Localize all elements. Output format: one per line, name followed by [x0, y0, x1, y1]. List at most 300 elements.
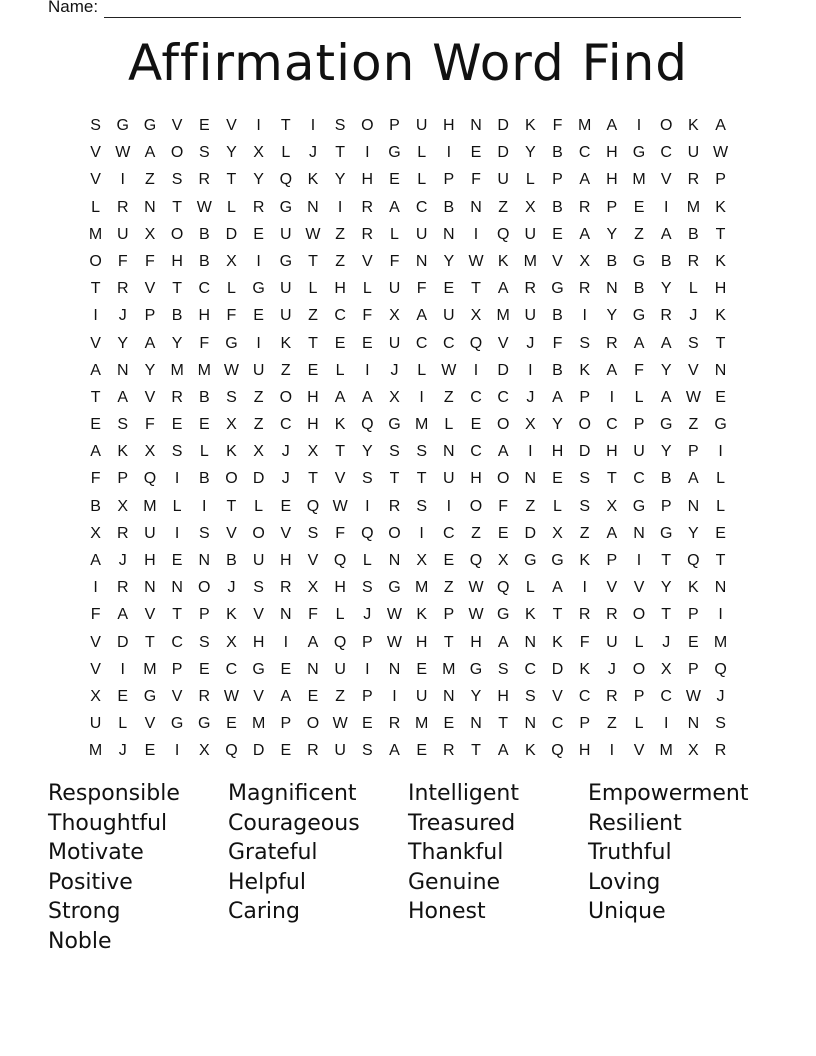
grid-letter: S — [198, 144, 210, 162]
grid-letter: S — [361, 742, 373, 760]
grid-letter: T — [280, 117, 291, 134]
grid-row — [82, 411, 734, 438]
grid-letter: T — [172, 606, 182, 624]
grid-letter: N — [524, 715, 537, 733]
grid-letter: C — [470, 388, 482, 406]
grid-letter: S — [226, 388, 237, 406]
grid-letter: I — [256, 334, 261, 352]
grid-letter: L — [335, 606, 345, 624]
grid-letter: E — [389, 171, 400, 189]
grid-letter: A — [715, 117, 726, 134]
grid-letter: L — [226, 280, 236, 298]
grid-letter: Z — [308, 307, 318, 325]
grid-letter: C — [470, 443, 482, 461]
grid-letter: Y — [660, 361, 672, 379]
grid-letter: C — [280, 416, 292, 434]
grid-letter: R — [280, 579, 292, 597]
grid-letter: L — [716, 470, 725, 488]
grid-letter: Y — [660, 579, 672, 597]
grid-letter: I — [256, 252, 261, 270]
grid-letter: U — [415, 225, 428, 243]
grid-letter: I — [528, 443, 533, 461]
grid-letter: T — [90, 388, 101, 406]
grid-letter: G — [388, 579, 401, 597]
grid-row — [82, 194, 734, 221]
grid-letter: E — [198, 117, 210, 134]
grid-row — [82, 112, 734, 139]
grid-letter: G — [632, 307, 646, 325]
grid-letter: G — [143, 117, 157, 134]
grid-letter: G — [388, 416, 401, 434]
page-title: Affirmation Word Find — [127, 34, 689, 92]
grid-letter: Y — [525, 144, 536, 162]
grid-letter: Q — [469, 552, 483, 569]
grid-letter: O — [279, 388, 293, 406]
grid-letter: T — [389, 470, 400, 488]
name-field — [48, 0, 741, 18]
grid-letter: X — [525, 198, 536, 216]
grid-letter: B — [552, 198, 563, 216]
grid-letter: E — [171, 416, 183, 434]
grid-letter: Z — [471, 524, 481, 542]
grid-letter: S — [525, 687, 536, 705]
grid-letter: R — [687, 171, 700, 189]
grid-letter: O — [496, 416, 510, 434]
grid-letter: E — [443, 715, 455, 733]
grid-letter: W — [468, 579, 484, 597]
grid-letter: H — [334, 280, 346, 298]
grid-letter: G — [469, 660, 483, 678]
grid-letter: H — [307, 416, 319, 434]
grid-letter: E — [552, 470, 563, 488]
grid-letter: A — [606, 524, 618, 542]
grid-letter: U — [497, 171, 509, 189]
grid-letter: U — [415, 117, 428, 134]
grid-letter: V — [144, 715, 156, 733]
grid-letter: S — [389, 443, 400, 461]
grid-letter: A — [416, 307, 427, 325]
grid-letter: P — [633, 687, 645, 705]
grid-letter: U — [280, 307, 292, 325]
grid-letter: J — [363, 606, 372, 624]
grid-letter: A — [90, 443, 101, 461]
grid-letter: V — [90, 633, 101, 651]
grid-letter: X — [552, 524, 563, 542]
grid-letter: U — [334, 660, 346, 678]
grid-letter: N — [307, 660, 319, 678]
grid-letter: F — [416, 280, 427, 298]
grid-letter: L — [390, 225, 399, 243]
grid-letter: H — [198, 307, 211, 325]
grid-letter: A — [144, 334, 156, 352]
grid-row — [82, 465, 734, 492]
grid-letter: X — [90, 524, 101, 542]
grid-letter: A — [497, 742, 509, 760]
grid-letter: Q — [496, 579, 510, 597]
grid-letter: S — [361, 579, 373, 597]
grid-letter: R — [116, 198, 129, 216]
grid-letter: N — [280, 606, 292, 624]
grid-letter: Q — [714, 660, 727, 678]
grid-letter: P — [579, 388, 591, 406]
grid-letter: B — [171, 307, 183, 325]
word-bank-item: Genuine — [408, 869, 501, 895]
grid-letter: N — [388, 552, 401, 569]
grid-letter: P — [361, 633, 373, 651]
grid-letter: L — [634, 633, 644, 651]
grid-letter: G — [279, 252, 293, 270]
grid-letter: K — [226, 606, 237, 624]
grid-letter: I — [718, 606, 723, 624]
grid-letter: A — [606, 361, 618, 379]
grid-letter: M — [88, 742, 103, 760]
grid-letter: Y — [334, 171, 346, 189]
grid-letter: G — [279, 198, 293, 216]
grid-letter: V — [171, 117, 183, 134]
grid-letter: I — [636, 117, 642, 134]
grid-letter: W — [685, 687, 701, 705]
grid-letter: O — [388, 524, 401, 542]
grid-letter: I — [582, 579, 587, 597]
grid-letter: F — [362, 307, 373, 325]
grid-letter: K — [525, 742, 536, 760]
grid-letter: W — [196, 198, 212, 216]
grid-letter: N — [606, 280, 618, 298]
grid-row — [82, 547, 734, 574]
grid-letter: I — [365, 497, 370, 515]
grid-letter: Y — [606, 307, 618, 325]
grid-letter: I — [93, 307, 98, 325]
grid-letter: B — [443, 198, 455, 216]
grid-letter: R — [198, 687, 211, 705]
grid-letter: C — [198, 280, 211, 298]
grid-letter: A — [579, 171, 591, 189]
grid-letter: L — [634, 388, 644, 406]
word-bank-item: Positive — [48, 869, 133, 895]
grid-letter: D — [578, 443, 591, 461]
grid-letter: Y — [144, 361, 156, 379]
grid-letter: Q — [496, 225, 510, 243]
grid-letter: W — [468, 252, 484, 270]
grid-letter: K — [552, 633, 563, 651]
grid-letter: K — [307, 171, 319, 189]
grid-letter: N — [388, 660, 401, 678]
grid-letter: S — [198, 633, 210, 651]
grid-row — [82, 139, 734, 166]
grid-letter: N — [524, 470, 537, 488]
grid-letter: E — [117, 687, 129, 705]
grid-letter: U — [687, 144, 700, 162]
grid-letter: Q — [225, 742, 238, 760]
grid-letter: W — [332, 715, 348, 733]
grid-letter: M — [414, 579, 429, 597]
grid-letter: T — [90, 280, 101, 298]
word-bank-item: Thankful — [408, 840, 504, 866]
grid-letter: D — [225, 225, 238, 243]
grid-letter: N — [714, 361, 727, 379]
grid-letter: O — [361, 117, 374, 134]
grid-letter: N — [470, 117, 482, 134]
grid-letter: E — [280, 742, 292, 760]
word-bank — [48, 779, 788, 957]
grid-letter: F — [498, 497, 509, 515]
grid-letter: V — [90, 171, 101, 189]
grid-letter: F — [145, 252, 155, 270]
grid-letter: P — [552, 171, 563, 189]
grid-letter: W — [468, 606, 484, 624]
grid-letter: S — [416, 443, 427, 461]
grid-letter: A — [660, 334, 672, 352]
grid-letter: T — [226, 171, 237, 189]
grid-letter: K — [688, 117, 699, 134]
grid-letter: M — [170, 361, 184, 379]
grid-letter: N — [470, 715, 482, 733]
grid-letter: J — [281, 443, 290, 461]
word-bank-item: Intelligent — [408, 781, 519, 806]
grid-letter: Y — [171, 334, 183, 352]
grid-letter: L — [634, 715, 644, 733]
grid-letter: I — [663, 198, 669, 216]
grid-letter: S — [688, 334, 699, 352]
grid-letter: R — [606, 334, 618, 352]
grid-letter: G — [143, 687, 157, 705]
grid-letter: V — [606, 579, 618, 597]
grid-letter: A — [497, 280, 509, 298]
grid-letter: U — [334, 742, 346, 760]
grid-letter: U — [144, 524, 156, 542]
grid-letter: R — [578, 280, 591, 298]
grid-letter: Y — [117, 334, 129, 352]
grid-letter: C — [497, 388, 509, 406]
grid-letter: P — [688, 660, 699, 678]
grid-letter: S — [361, 470, 373, 488]
word-bank-item: Empowerment — [588, 781, 749, 806]
grid-letter: E — [715, 524, 726, 542]
grid-letter: C — [171, 633, 183, 651]
name-blank-line — [104, 1, 741, 18]
grid-letter: T — [471, 742, 481, 760]
grid-letter: E — [688, 633, 699, 651]
grid-letter: N — [633, 524, 645, 542]
grid-letter: G — [714, 416, 727, 434]
grid-letter: G — [252, 660, 265, 678]
grid-letter: Q — [687, 552, 700, 569]
grid-letter: I — [446, 144, 452, 162]
grid-letter: U — [443, 470, 455, 488]
grid-letter: H — [714, 280, 727, 298]
grid-letter: B — [633, 280, 645, 298]
grid-row — [82, 357, 734, 384]
grid-letter: N — [171, 579, 183, 597]
grid-letter: V — [144, 606, 156, 624]
grid-letter: S — [171, 171, 183, 189]
grid-row — [82, 656, 734, 683]
grid-letter: Q — [143, 470, 157, 488]
grid-row — [82, 166, 734, 193]
grid-letter: F — [634, 361, 644, 379]
grid-row — [82, 248, 734, 275]
grid-letter: B — [660, 470, 672, 488]
grid-letter: N — [714, 579, 727, 597]
grid-letter: B — [606, 252, 618, 270]
grid-letter: M — [523, 252, 537, 270]
grid-letter: A — [389, 742, 400, 760]
grid-letter: D — [551, 660, 564, 678]
grid-letter: X — [497, 552, 509, 569]
grid-letter: X — [253, 144, 264, 162]
grid-letter: C — [660, 687, 672, 705]
grid-letter: Y — [443, 252, 455, 270]
grid-letter: Q — [333, 552, 347, 569]
grid-letter: U — [252, 552, 265, 569]
grid-letter: Z — [253, 416, 264, 434]
grid-letter: L — [226, 198, 236, 216]
grid-letter: M — [659, 742, 673, 760]
grid-letter: S — [198, 524, 210, 542]
grid-letter: H — [606, 443, 618, 461]
grid-letter: I — [310, 117, 316, 134]
grid-letter: M — [143, 497, 157, 515]
grid-letter: S — [579, 470, 591, 488]
grid-letter: E — [253, 307, 264, 325]
grid-row — [82, 683, 734, 710]
grid-letter: V — [226, 524, 237, 542]
grid-letter: L — [525, 579, 535, 597]
grid-letter: I — [446, 497, 452, 515]
grid-letter: U — [116, 225, 129, 243]
grid-letter: T — [308, 252, 318, 270]
grid-letter: K — [579, 660, 591, 678]
grid-letter: H — [606, 144, 618, 162]
grid-letter: F — [552, 334, 563, 352]
grid-letter: L — [254, 497, 264, 515]
grid-letter: F — [90, 606, 101, 624]
grid-letter: K — [525, 117, 536, 134]
grid-letter: P — [688, 606, 699, 624]
grid-letter: F — [552, 117, 563, 134]
grid-letter: I — [663, 715, 669, 733]
grid-letter: H — [171, 252, 183, 270]
word-bank-item: Courageous — [228, 810, 360, 836]
grid-letter: P — [443, 171, 455, 189]
grid-letter: M — [197, 361, 211, 379]
grid-letter: X — [579, 252, 591, 270]
grid-letter: L — [335, 361, 345, 379]
grid-letter: X — [416, 552, 427, 569]
grid-letter: D — [524, 524, 537, 542]
grid-letter: E — [715, 388, 726, 406]
grid-letter: G — [524, 552, 537, 569]
grid-letter: B — [226, 552, 237, 569]
grid-letter: V — [497, 334, 509, 352]
grid-letter: D — [497, 117, 509, 134]
grid-letter: M — [143, 660, 157, 678]
word-bank-item: Resilient — [588, 810, 682, 836]
grid-letter: W — [223, 361, 239, 379]
grid-letter: M — [88, 225, 103, 243]
grid-letter: Q — [306, 497, 320, 515]
grid-letter: G — [170, 715, 184, 733]
grid-letter: H — [551, 443, 564, 461]
grid-letter: Z — [579, 524, 590, 542]
grid-letter: K — [497, 252, 509, 270]
grid-letter: J — [607, 660, 616, 678]
grid-letter: V — [90, 144, 101, 162]
grid-letter: K — [416, 606, 427, 624]
grid-letter: C — [633, 470, 645, 488]
grid-letter: E — [552, 225, 563, 243]
grid-letter: Z — [634, 225, 644, 243]
grid-letter: G — [551, 280, 564, 298]
grid-letter: M — [713, 633, 728, 651]
grid-row — [82, 601, 734, 628]
grid-letter: S — [307, 524, 319, 542]
grid-letter: F — [145, 416, 155, 434]
grid-letter: Y — [660, 443, 672, 461]
grid-letter: U — [606, 633, 618, 651]
grid-letter: W — [386, 606, 403, 624]
grid-letter: Q — [361, 416, 374, 434]
grid-letter: P — [633, 416, 645, 434]
grid-letter: T — [172, 280, 182, 298]
grid-letter: T — [172, 198, 182, 216]
grid-letter: Z — [498, 198, 509, 216]
grid-row — [82, 737, 734, 764]
grid-letter: M — [578, 117, 592, 134]
word-bank-item: Unique — [588, 899, 666, 925]
grid-letter: E — [307, 361, 319, 379]
grid-letter: A — [688, 470, 699, 488]
grid-letter: J — [390, 361, 399, 379]
grid-letter: G — [116, 117, 129, 134]
grid-letter: X — [253, 443, 264, 461]
grid-letter: I — [283, 633, 289, 651]
grid-letter: S — [90, 117, 101, 134]
grid-letter: B — [90, 497, 101, 515]
grid-letter: A — [552, 388, 563, 406]
grid-letter: M — [414, 715, 429, 733]
grid-letter: A — [633, 334, 645, 352]
grid-letter: L — [308, 280, 318, 298]
grid-letter: O — [198, 579, 211, 597]
grid-letter: J — [526, 388, 535, 406]
grid-letter: G — [632, 252, 646, 270]
grid-letter: S — [334, 117, 346, 134]
grid-letter: G — [252, 280, 265, 298]
grid-letter: M — [632, 171, 646, 189]
grid-letter: A — [660, 388, 672, 406]
grid-letter: V — [361, 252, 373, 270]
grid-letter: I — [174, 524, 180, 542]
grid-letter: C — [334, 307, 346, 325]
grid-row — [82, 275, 734, 302]
grid-letter: S — [171, 443, 183, 461]
grid-letter: W — [223, 687, 239, 705]
grid-letter: Y — [688, 524, 699, 542]
grid-letter: V — [660, 171, 672, 189]
grid-letter: H — [307, 388, 319, 406]
grid-letter: R — [116, 579, 129, 597]
grid-letter: H — [470, 633, 482, 651]
grid-letter: C — [578, 144, 591, 162]
grid-letter: F — [226, 307, 237, 325]
grid-row — [82, 221, 734, 248]
grid-letter: R — [606, 606, 618, 624]
grid-letter: T — [308, 334, 318, 352]
grid-letter: K — [579, 552, 591, 569]
grid-letter: E — [497, 524, 509, 542]
grid-letter: W — [332, 497, 348, 515]
